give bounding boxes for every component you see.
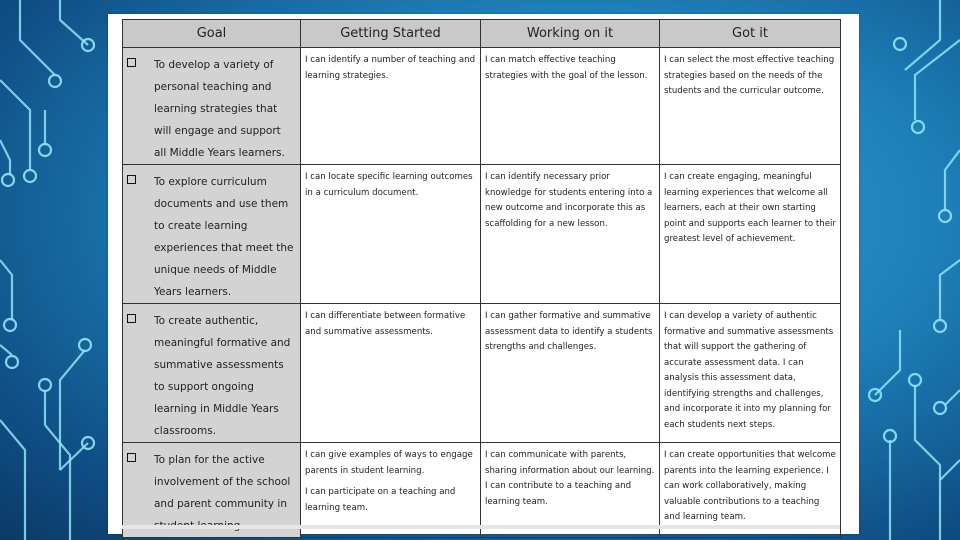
checkbox[interactable] — [127, 175, 136, 184]
checkbox[interactable] — [127, 453, 136, 462]
checkbox[interactable] — [127, 314, 136, 323]
header-got-it: Got it — [660, 20, 841, 48]
descriptor-text: I can gather formative and summative assessment data to identify a students strengths and challenges. — [485, 311, 653, 352]
goal-text: To develop a variety of personal teaching and learning strategies that will engage and support all Middle Years learners. — [154, 59, 285, 159]
table-row — [123, 443, 841, 538]
header-working-on-it: Working on it — [481, 20, 660, 48]
goal-text: To plan for the active involvement of the school and parent community in — [154, 454, 291, 510]
goal-text: To explore curriculum documents and use them to create learning experiences that meet the unique needs of Middle Years learners. — [154, 176, 294, 298]
descriptor-text: I can participate on a teaching and learning team. — [305, 487, 456, 513]
descriptor-text: I can select the most effective teaching strategies based on the needs of the students and the curricular outcome. — [664, 55, 835, 96]
table-row — [123, 48, 841, 165]
goal-cell — [123, 304, 301, 443]
goal-cell — [123, 443, 301, 538]
working-on-it-cell — [481, 304, 660, 443]
rubric-sheet — [108, 14, 859, 534]
working-on-it-cell — [481, 165, 660, 304]
header-getting-started: Getting Started — [301, 20, 481, 48]
goal-text: To create authentic, meaningful formative and summative assessments to support ongoing learning in Middle Years classrooms. — [154, 315, 291, 437]
got-it-cell — [660, 165, 841, 304]
descriptor-text: I can locate specific learning outcomes in a curriculum document. — [305, 172, 473, 198]
descriptor-text: I can match effective teaching strategies with the goal of the lesson. — [485, 55, 648, 81]
checkbox[interactable] — [127, 58, 136, 67]
sheet-bottom-strip — [122, 525, 840, 529]
descriptor-text: I can differentiate between formative and summative assessments. — [305, 311, 466, 337]
working-on-it-cell — [481, 443, 660, 538]
getting-started-cell — [301, 165, 481, 304]
rubric-table — [122, 19, 841, 538]
table-row — [123, 165, 841, 304]
descriptor-text: I can develop a variety of authentic formative and summative assessments that will support the gathering of accurate assessment data. I can analysis this assessment data, identifying strengths and challenges, and incorporate it into my planning for each students next steps. — [664, 311, 834, 430]
header-goal: Goal — [123, 20, 301, 48]
table-row — [123, 304, 841, 443]
getting-started-cell — [301, 48, 481, 165]
descriptor-text: I can identify a number of teaching and learning strategies. — [305, 55, 476, 81]
got-it-cell — [660, 48, 841, 165]
descriptor-text: I can communicate with parents, sharing information about our learning. I can contribute to a teaching and learning team. — [485, 450, 655, 507]
getting-started-cell — [301, 304, 481, 443]
goal-cell — [123, 48, 301, 165]
got-it-cell — [660, 304, 841, 443]
descriptor-text: I can create opportunities that welcome parents into the learning experience. I can work collaboratively, making valuable contributions to a teaching and learning team. — [664, 450, 836, 522]
getting-started-cell — [301, 443, 481, 538]
descriptor-text: I can identify necessary prior knowledge for students entering into a new outcome and incorporate this as scaffolding for a new lesson. — [485, 172, 653, 229]
working-on-it-cell — [481, 48, 660, 165]
header-row — [123, 20, 841, 48]
descriptor-text: I can give examples of ways to engage parents in student learning. — [305, 450, 473, 476]
descriptor-text: I can create engaging, meaningful learning experiences that welcome all learners, each at their own starting point and supports each learner to their greatest level of achievement. — [664, 172, 836, 244]
got-it-cell — [660, 443, 841, 538]
goal-cell — [123, 165, 301, 304]
